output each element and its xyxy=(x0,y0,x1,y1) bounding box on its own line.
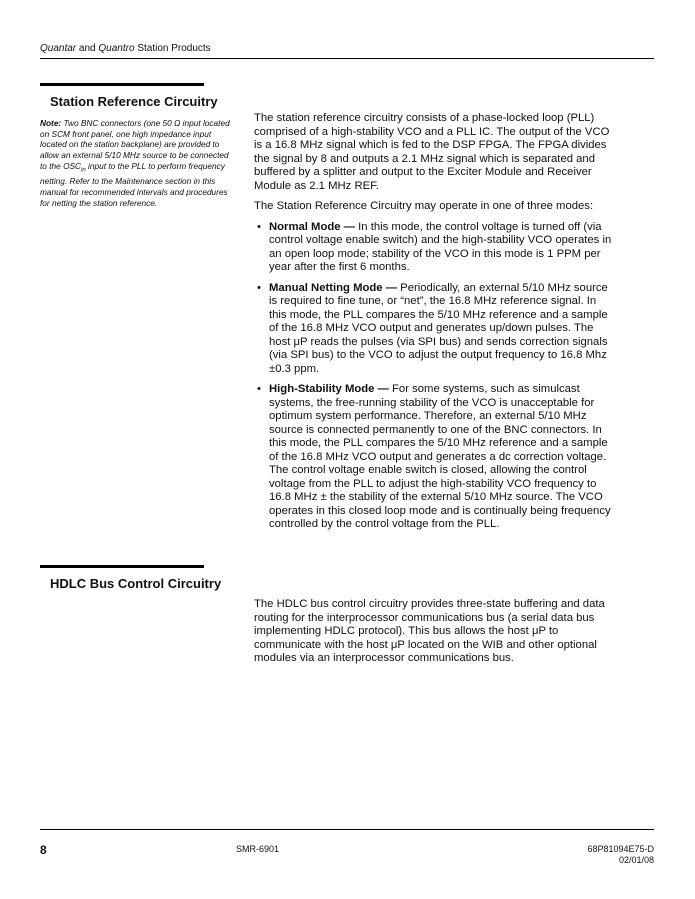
bullet-text: In this mode, the control voltage is turned off (via control voltage enable switch) and the high-stability VCO operates in an open loop mode; stability of the VCO in this mode is 1 PPM per year after the first 6 months. xyxy=(269,220,612,273)
section-body-hdlc xyxy=(254,598,614,673)
section-body-station-reference xyxy=(254,112,614,539)
mode-list xyxy=(254,221,614,532)
section-bar-station-reference xyxy=(40,83,204,86)
margin-note xyxy=(40,118,230,208)
publish-date: 02/01/08 xyxy=(618,855,654,865)
running-header xyxy=(40,43,211,54)
note-text-cont: input to the PLL to perform frequency netting. Refer to the Maintenance section in this manual for recommended intervals and procedures for netting the station reference. xyxy=(40,160,228,208)
doc-id: SMR-6901 xyxy=(236,844,280,854)
header-product-1: Quantar xyxy=(40,43,77,54)
part-info xyxy=(587,844,654,866)
bullet-lead: Normal Mode — xyxy=(269,220,355,233)
header-rule xyxy=(40,58,654,59)
note-text: Two BNC connectors (one 50 Ω input located on SCM front panel, one high impedance input located on the station backplane) are provided to allow an external 5/10 MHz source to be connected to the OSC xyxy=(40,118,230,171)
section-bar-hdlc xyxy=(40,565,204,568)
header-connector: and xyxy=(78,43,96,54)
section-title-hdlc: HDLC Bus Control Circuitry xyxy=(50,576,222,591)
bullet-icon: • xyxy=(257,281,261,294)
note-label: Note: xyxy=(40,118,62,128)
paragraph: The HDLC bus control circuitry provides three-state buffering and data routing for the interprocessor communications bus (a serial data bus implementing HDLC protocol). This bus allows the host μP to communicate with the host μP located on the WIB and other optional modules via an interprocessor communications bus. xyxy=(254,598,605,664)
bullet-icon: • xyxy=(257,220,261,233)
list-item-normal-mode xyxy=(254,221,614,275)
header-product-2: Quantro xyxy=(98,43,135,54)
section-title-station-reference: Station Reference Circuitry xyxy=(50,94,218,109)
bullet-lead: High-Stability Mode — xyxy=(269,383,389,395)
footer-rule xyxy=(40,829,654,830)
header-suffix: Station Products xyxy=(137,43,211,54)
list-item-manual-netting-mode xyxy=(254,282,614,377)
paragraph: The station reference circuitry consists of a phase-locked loop (PLL) comprised of a high-stability VCO and a PLL IC. The output of the VCO is a 16.8 MHz signal which is fed to the DSP FPGA. The FPGA divides the signal by 8 and outputs a 2.1 MHz signal which is separated and buffered by a splitter and output to the Exciter Module and Receiver Module as 2.1 MHz REF. xyxy=(254,112,610,192)
bullet-lead: Manual Netting Mode — xyxy=(269,281,398,294)
page-number: 8 xyxy=(40,843,47,857)
note-subscript: in xyxy=(81,167,86,174)
bullet-text: For some systems, such as simulcast systems, the free-running stability of the VCO is unacceptable for optimum system performance. Therefore, an external 5/10 MHz source is connected permanently to one of the BNC connectors. In this mode, the PLL compares the 5/10 MHz reference and a sample of the 16.8 MHz VCO output and generates a dc correction voltage. The control voltage enable switch is closed, allowing the control voltage from the PLL to adjust the high-stability VCO frequency to 16.8 MHz ± the stability of the external 5/10 MHz source. The VCO operates in this closed loop mode and is continually being frequency controlled by the control voltage from the PLL. xyxy=(269,383,611,530)
paragraph: The Station Reference Circuitry may operate in one of three modes: xyxy=(254,200,594,212)
bullet-icon: • xyxy=(257,383,261,395)
bullet-text: Periodically, an external 5/10 MHz source is required to fine tune, or “net”, the 16.8 MHz reference signal. In this mode, the PLL compares the 5/10 MHz reference and a sample of the 16.8 MHz VCO output and generates up/down pulses. The host μP reads the pulses (via SPI bus) and sends correction signals (via SPI bus) to the VCO to adjust the output frequency to 16.8 Mhz ±0.3 ppm. xyxy=(269,281,608,375)
list-item-high-stability-mode xyxy=(254,383,614,532)
part-number: 68P81094E75-D xyxy=(587,844,654,854)
